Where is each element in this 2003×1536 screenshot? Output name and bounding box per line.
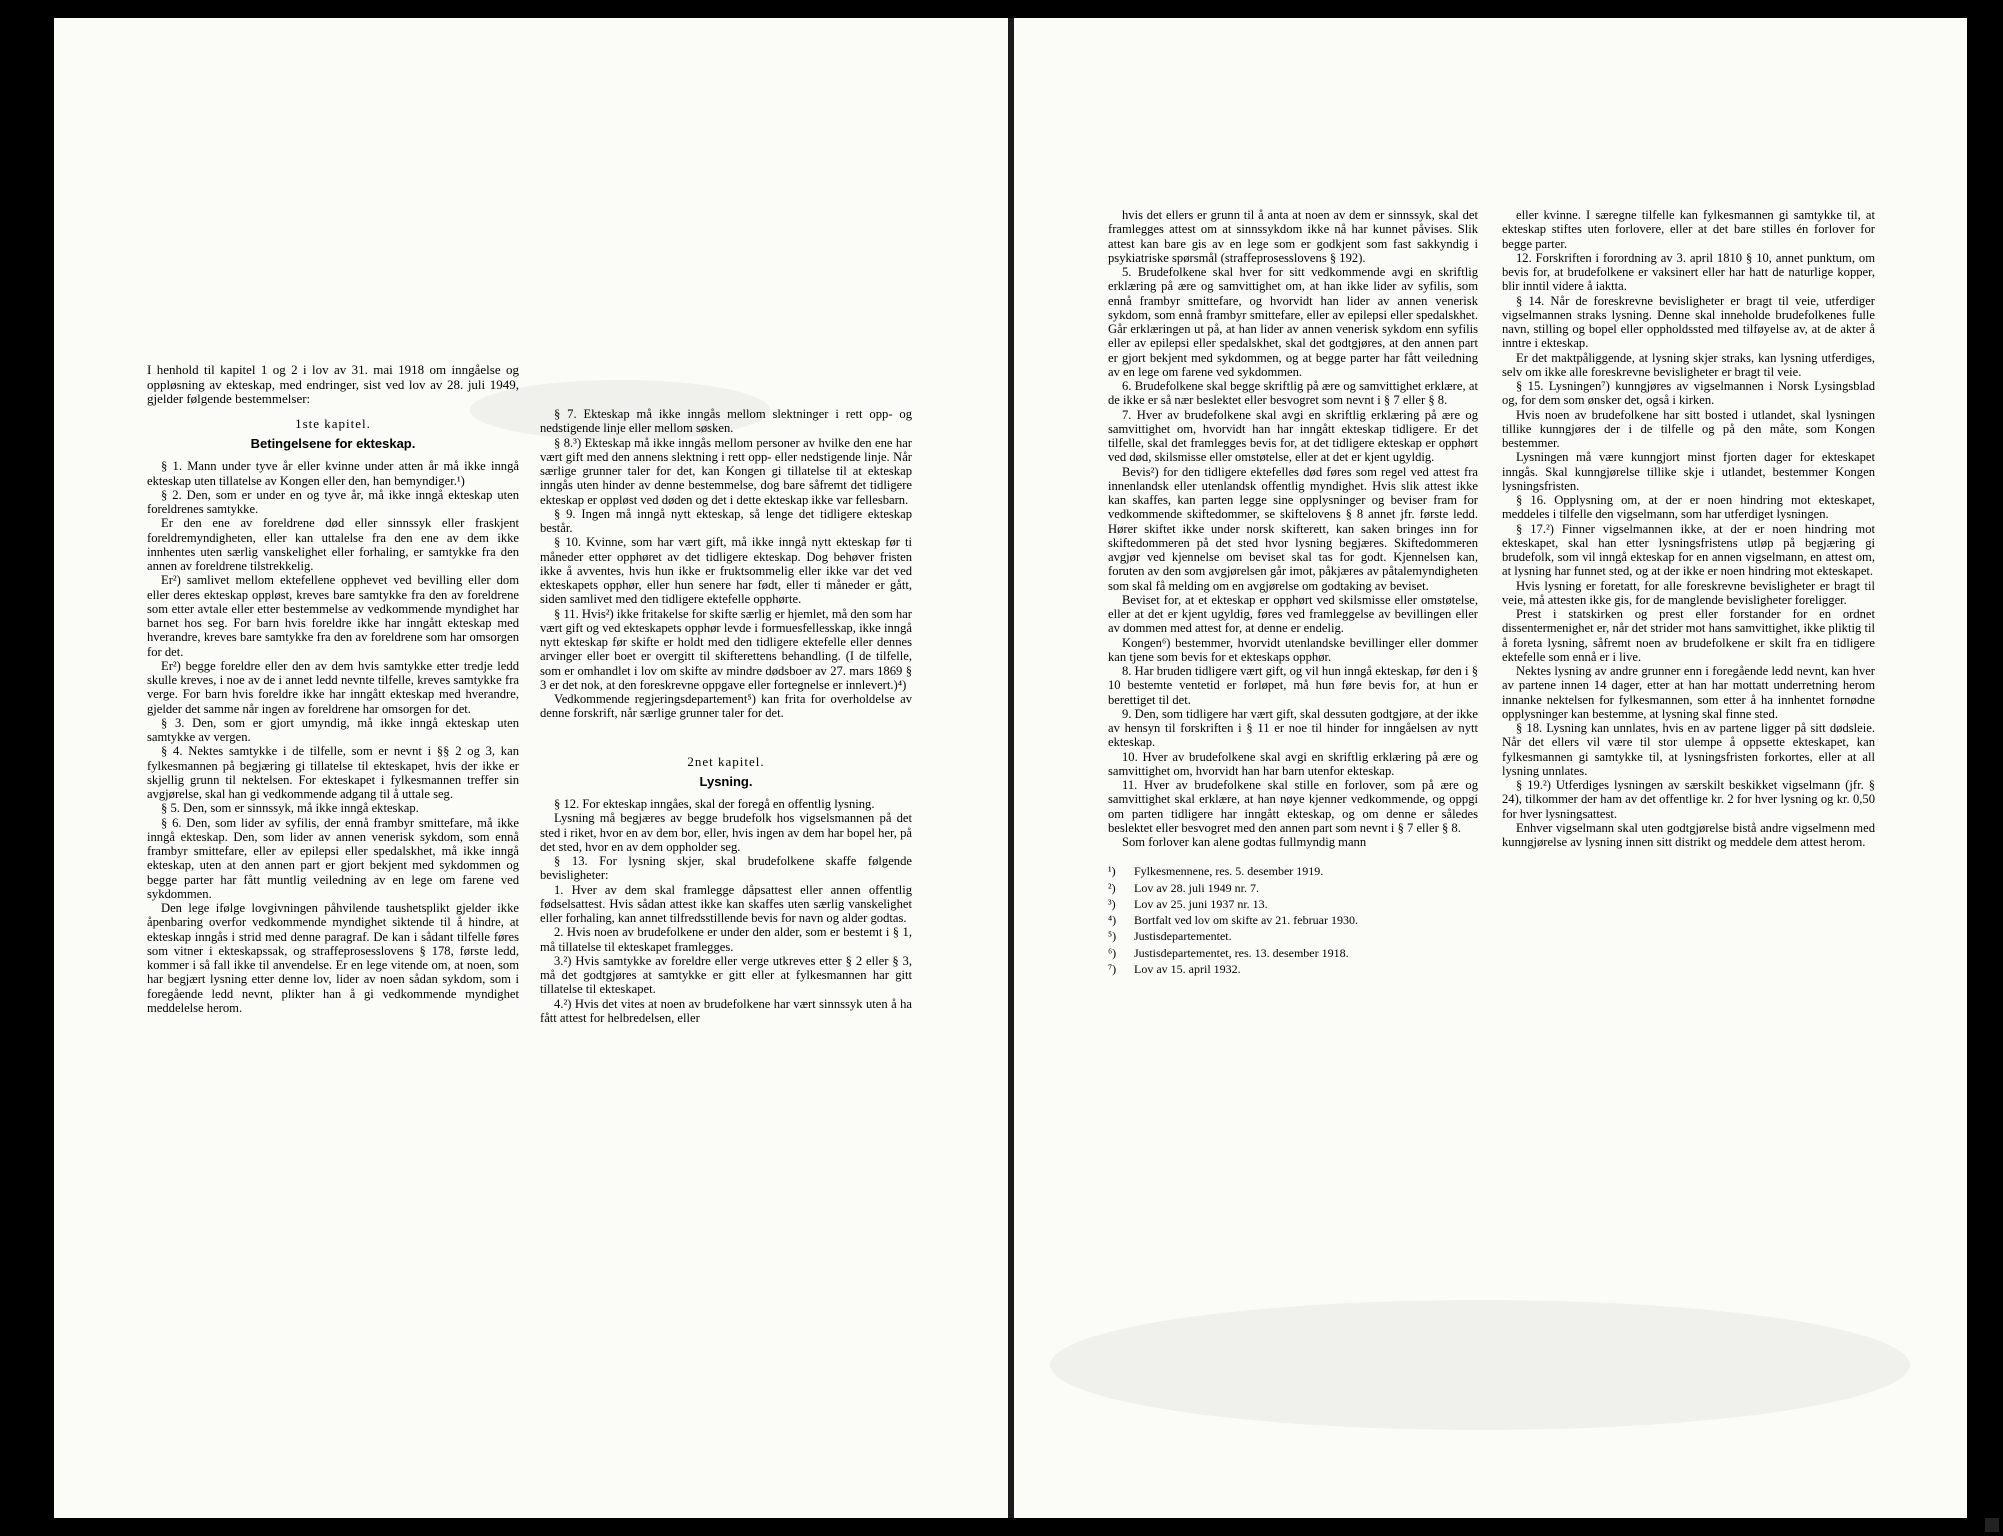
book-spine xyxy=(1008,18,1014,1518)
paragraph: 4.²) Hvis det vites at noen av brudefolkene har vært sinnssyk uten å ha fått attest for helbredelsen, eller xyxy=(540,996,912,1025)
paragraph: Er²) begge foreldre eller den av dem hvis samtykke etter tredje ledd skulle kreves, i noe av de i annet ledd nevnte tilfelle, kreves samtykke fra verge. For barn hvis foreldre ikke har inngått ekteskap med hverandre, gjelder det samme når ingen av foreldrene har omsorgen for det. xyxy=(147,658,519,716)
chapter-1-heading: 1ste kapitel. xyxy=(295,415,371,431)
footnote-number: ⁵) xyxy=(1108,929,1117,944)
footnote-number: ⁴) xyxy=(1108,913,1117,928)
paragraph: 5. Brudefolkene skal hver for sitt vedkommende avgi en skriftlig erklæring på ære og samvittighet om, at han ikke lider av syfilis, som ennå frambyr smittefare, og hvorvidt han lider av annen venerisk sykdom, som ennå frambyr smittefare, eller av epilepsi eller spedalskhet. Går erklæringen ut på, at han lider av annen venerisk sykdom enn syfilis eller av epilepsi eller spedalskhet, skal det godtgjøres, at den annen part er gjort bekjent med sykdommen, og at begge parter har fått veiledning av en lege om farene ved sykdommen. xyxy=(1108,265,1478,379)
chapter-1-continued xyxy=(540,407,912,721)
paragraph: Nektes lysning av andre grunner enn i foregående ledd nevnt, kan hver av partene innen 14 dager, etter at han har mottatt underretning herom innanke nektelsen for fylkesmannen, som etter å ha innhentet fornødne opplysninger kan bestemme, at lysning skal finne sted. xyxy=(1502,664,1875,721)
paragraph: Er den ene av foreldrene død eller sinnssyk eller fraskjent foreldremyndigheten, eller kan uttalelse fra den ene av dem ikke innhentes uten særlig vanskelighet eller forhaling, er samtykke fra den annen av foreldrene tilstrekkelig. xyxy=(147,516,519,574)
paragraph: § 6. Den, som lider av syfilis, der ennå frambyr smittefare, må ikke inngå ekteskap. Den, som lider av annen venerisk sykdom, som ennå frambyr smittefare, eller av epilepsi eller spedalskhet, må ikke inngå ekteskap, uten at den annen part er gjort bekjent med sykdommen og begge parter har fått muntlig veiledning av en lege om farene ved sykdommen. xyxy=(147,815,519,901)
intro-text: I henhold til kapitel 1 og 2 i lov av 31. mai 1918 om inngåelse og oppløsning av ekteskap, med endringer, sist ved lov av 28. juli 1949, gjelder følgende bestemmelser: xyxy=(147,362,519,407)
footnote xyxy=(1108,912,1478,928)
right-column-2-body xyxy=(1502,208,1875,849)
paragraph: § 12. For ekteskap inngåes, skal der foregå en offentlig lysning. xyxy=(554,797,875,811)
footnote-text: Lov av 28. juli 1949 nr. 7. xyxy=(1134,880,1259,895)
paragraph: § 8.³) Ekteskap må ikke inngås mellom personer av hvilke den ene har vært gift med den annens slektning i rett opp- eller nedstigende linje. Når særlige grunner taler for det, kan Kongen gi tillatelse til at ekteskap inngås uten hinder av denne bestemmelse, dog bare såfremt det tidligere ekteskap er oppløst ved døden og det i dette ekteskap ikke var fellesbarn. xyxy=(540,435,912,507)
paragraph: § 15. Lysningen⁷) kunngjøres av vigselmannen i Norsk Lysingsblad og, for dem som ønsker det, også i kirken. xyxy=(1502,379,1875,408)
footnote-text: Lov av 25. juni 1937 nr. 13. xyxy=(1134,896,1268,911)
paragraph: § 1. Mann under tyve år eller kvinne under atten år må ikke inngå ekteskap uten tillatelse av Kongen eller den, han bemyndiger.¹) xyxy=(147,459,519,488)
paragraph: § 9. Ingen må inngå nytt ekteskap, så lenge det tidligere ekteskap består. xyxy=(540,506,912,535)
paragraph: hvis det ellers er grunn til å anta at noen av dem er sinnssyk, skal det framlegges attest om at sinnssykdom ikke nå har kunnet påvises. Slik attest kan bare gis av en lege som er godkjent som fast sakkyndig i psykiatriske spørsmål (straffeprosesslovens § 192). xyxy=(1108,208,1478,265)
paragraph: Kongen⁶) bestemmer, hvorvidt utenlandske bevillinger eller dommer kan tjene som bevis for et ekteskaps opphør. xyxy=(1108,635,1478,664)
footnote-number: ²) xyxy=(1108,880,1116,895)
footnote-number: ¹) xyxy=(1108,864,1116,879)
paragraph: Bevis²) for den tidligere ektefelles død føres som regel ved attest fra innenlandsk eller utenlandsk offentlig myndighet. Hvis slik attest ikke kan skaffes, kan parten legge sine opplysninger og beviser fram for vedkommende skiftedommer, se skiftelovens § 8 annet jfr. første ledd. Hører skiftet ikke under norsk skifterett, kan saken bringes inn for skiftedommeren på det sted hvor lysning begjæres. Skiftedommeren avgjør ved kjennelse om beviset skal tas for godt. Kjennelsen kan, foruten av den som avgjørelsen går imot, påkjæres av påtalemyndigheten som skal få melding om en avgjørelse om godtaking av beviset. xyxy=(1108,464,1478,593)
right-column-2 xyxy=(1502,208,1875,849)
paragraph: Lysning må begjæres av begge brudefolk hos vigselsmannen på det sted i riket, hvor en av dem bor, eller, hvis ingen av dem har bopel her, på det sted, hvor en av dem oppholder seg. xyxy=(540,811,912,854)
footnote-number: ⁶) xyxy=(1108,945,1117,960)
footnote xyxy=(1108,961,1478,977)
paragraph: 10. Hver av brudefolkene skal avgi en skriftlig erklæring på ære og samvittighet om, hvorvidt han har barn utenfor ekteskap. xyxy=(1108,749,1478,778)
paragraph: Er²) samlivet mellom ektefellene opphevet ved bevilling eller dom eller deres ekteskap oppløst, kreves bare samtykke fra den av foreldrene som etter avtale eller etter bestemmelse av vedkommende myndighet har barnet hos seg. For barn hvis foreldre ikke har inngått ekteskap med hverandre, kreves bare samtykke fra den av foreldrene som har omsorgen for det. xyxy=(147,573,519,659)
paragraph: 2. Hvis noen av brudefolkene er under den alder, som er bestemt i § 1, må tillatelse til ekteskapet framlegges. xyxy=(540,925,912,954)
page-corner-mark xyxy=(1985,1518,1999,1532)
footnote-text: Lov av 15. april 1932. xyxy=(1134,962,1241,977)
paragraph: eller kvinne. I særegne tilfelle kan fylkesmannen gi samtykke til, at ekteskap stiftes uten forlovere, eller at det bare stilles én forlover for begge parter. xyxy=(1502,208,1875,251)
right-column-1 xyxy=(1108,208,1478,977)
footnote-text: Fylkesmennene, res. 5. desember 1919. xyxy=(1134,864,1324,879)
paragraph: § 5. Den, som er sinnssyk, må ikke inngå ekteskap. xyxy=(161,801,419,816)
chapter-2-body xyxy=(540,797,912,1025)
bleed-through-smudge xyxy=(1050,1300,1910,1430)
chapter-2-heading: 2net kapitel. xyxy=(687,753,765,769)
footnotes xyxy=(1108,863,1478,977)
paragraph: Prest i statskirken og prest eller forstander for en ordnet dissentermenighet er, når det strider mot hans samvittighet, ikke pliktig til å foreta lysning, såfremt noen av brudefolkene er skilt fra en tidligere ektefelle som ennå er i live. xyxy=(1502,607,1875,664)
paragraph: 7. Hver av brudefolkene skal avgi en skriftlig erklæring på ære og samvittighet om, hvorvidt han har inngått ekteskap tidligere. Er det tilfelle, skal det framlegges bevis for, at det tidligere ekteskap er opphørt ved død, skilsmisse eller omstøtelse, eller at det er kjent ugyldig. xyxy=(1108,407,1478,465)
footnote-text: Justisdepartementet, res. 13. desember 1918. xyxy=(1134,945,1349,960)
paragraph: Vedkommende regjeringsdepartement⁵) kan frita for overholdelse av denne forskrift, når særlige grunner taler for det. xyxy=(540,692,912,721)
right-column-1-body xyxy=(1108,208,1478,849)
paragraph: § 14. Når de foreskrevne bevisligheter er bragt til veie, utferdiger vigselmannen straks lysning. Denne skal inneholde brudefolkenes fulle navn, stilling og bopel eller oppholdssted med tilføyelse av, at de akter å inntre i ekteskap. xyxy=(1502,293,1875,351)
paragraph: Hvis noen av brudefolkene har sitt bosted i utlandet, skal lysningen tillike kunngjøres der i de tilfelle og på den måte, som Kongen bestemmer. xyxy=(1502,407,1875,450)
paragraph: Enhver vigselmann skal uten godtgjørelse bistå andre vigselmenn med kunngjørelse av lysning innen sitt distrikt og meddele dem attest herom. xyxy=(1502,820,1875,849)
chapter-1-body xyxy=(147,459,519,1015)
paragraph: § 10. Kvinne, som har vært gift, må ikke inngå nytt ekteskap før ti måneder etter opphøret av det tidligere ekteskap. Dog behøver fristen ikke å avventes, hvis hun ikke er fruktsommelig eller ikke var det ved ekteskapets opphør, eller hun senere har født, eller ti måneder er gått, siden samlivet med den tidligere ektefelle opphørte. xyxy=(540,535,912,607)
paragraph: § 16. Opplysning om, at der er noen hindring mot ekteskapet, meddeles i tilfelle den vigselmann, som har utferdiget lysningen. xyxy=(1502,493,1875,522)
paragraph: 3.²) Hvis samtykke av foreldre eller verge utkreves etter § 2 eller § 3, må det godtgjøres at samtykke er gitt eller at fylkesmannen har gitt tillatelse til ekteskapet. xyxy=(540,953,912,997)
paragraph: § 18. Lysning kan unnlates, hvis en av partene ligger på sitt dødsleie. Når det ellers vil være til stor ulempe å oppsette ekteskapet, kan fylkesmannen gi samtykke til, at lysningsfristen forkortes, eller at all lysning unnlates. xyxy=(1502,721,1875,778)
footnote-text: Justisdepartementet. xyxy=(1134,929,1232,944)
paragraph: Den lege ifølge lovgivningen påhvilende taushetsplikt gjelder ikke åpenbaring overfor vedkommende myndighet siktende til å hindre, at ekteskap inngås i strid med denne paragraf. De kan i sådant tilfelle føres som vitner i ekteskapssak, og straffeprosesslovens § 178, første ledd, kommer i så fall ikke til anvendelse. Er en lege vitende om, at noen, som har begjært lysning etter denne lov, lider av noen sådan sykdom, som i foregående ledd nevnt, plikter han å gi vedkommende myndighet meddelelse herom. xyxy=(147,901,519,1015)
footnote-number: ³) xyxy=(1108,896,1116,911)
chapter-1-title: Betingelsene for ekteskap. xyxy=(250,436,416,452)
paragraph: § 4. Nektes samtykke i de tilfelle, som er nevnt i §§ 2 og 3, kan fylkesmannen på begjæring gi tillatelse til ekteskapet, hvis der ikke er skjellig grunn til nektelsen. For ekteskapet i fylkesmannen treffer sin avgjørelse, skal han gi vedkommende adgang til å uttale seg. xyxy=(147,744,519,802)
paragraph: Er det maktpåliggende, at lysning skjer straks, kan lysning utferdiges, selv om ikke alle foreskrevne bevisligheter er bragt til veie. xyxy=(1502,350,1875,379)
paragraph: § 17.²) Finner vigselmannen ikke, at der er noen hindring mot ekteskapet, skal han etter lysningsfristens utløp på begjæring gi brudefolk, som vil inngå ekteskap for en annen vigselmann, en attest om, at lysning har funnet sted, og at der ikke er noen hindring mot ekteskapet. xyxy=(1502,521,1875,579)
paragraph: 8. Har bruden tidligere vært gift, og vil hun inngå ekteskap, før den i § 10 bestemte ventetid er forløpet, må hun føre bevis for, at hun er berettiget til det. xyxy=(1108,664,1478,707)
paragraph: Lysningen må være kunngjort minst fjorten dager for ekteskapet inngås. Skal kunngjørelse tillike skje i utlandet, bestemmer Kongen lysningsfristen. xyxy=(1502,450,1875,493)
paragraph: 12. Forskriften i forordning av 3. april 1810 § 10, annet punktum, om bevis for, at brudefolkene er vaksinert eller har hatt de naturlige kopper, blir inntil videre å iaktta. xyxy=(1502,250,1875,294)
left-column-1 xyxy=(147,363,519,1015)
paragraph: 9. Den, som tidligere har vært gift, skal dessuten godtgjøre, at der ikke av hensyn til forskriften i § 11 er noe til hinder for inngåelsen av nytt ekteskap. xyxy=(1108,706,1478,750)
footnote xyxy=(1108,896,1478,912)
paragraph: 6. Brudefolkene skal begge skriftlig på ære og samvittighet erklære, at de ikke er så nær beslektet eller besvogret som nevnt i § 7 eller § 8. xyxy=(1108,379,1478,408)
footnote-text: Bortfalt ved lov om skifte av 21. februar 1930. xyxy=(1134,913,1358,928)
footnote xyxy=(1108,945,1478,961)
chapter-2-title: Lysning. xyxy=(699,773,753,789)
footnote xyxy=(1108,928,1478,944)
paragraph: § 2. Den, som er under en og tyve år, må ikke inngå ekteskap uten foreldrenes samtykke. xyxy=(147,487,519,517)
paragraph: Hvis lysning er foretatt, for alle foreskrevne bevisligheter er bragt til veie, må attesten ikke gis, for de manglende bevisligheter foreligger. xyxy=(1502,578,1875,607)
paragraph: § 11. Hvis²) ikke fritakelse for skifte særlig er hjemlet, må den som har vært gift og ved ekteskapets opphør levde i formuesfellesskap, ikke inngå nytt ekteskap før skifte er holdt med den tidligere ektefelle eller dennes arvinger eller boet er overgitt til skifterettens behandling. (I de tilfelle, som er omhandlet i lov om skifte av mindre dødsboer av 27. mars 1869 § 3 er det nok, at den foreskrevne oppgave eller fortegnelse er innlevert.)⁴) xyxy=(540,606,912,692)
paragraph: Som forlover kan alene godtas fullmyndig mann xyxy=(1122,835,1367,849)
paragraph: § 7. Ekteskap må ikke inngås mellom slektninger i rett opp- og nedstigende linje eller mellom søsken. xyxy=(540,407,912,436)
paragraph: Beviset for, at et ekteskap er opphørt ved skilsmisse eller omstøtelse, eller at det er kjent ugyldig, føres ved framleggelse av bevillingen eller av dommen med attest for, at denne er endelig. xyxy=(1108,592,1478,636)
footnote xyxy=(1108,880,1478,896)
paragraph: § 3. Den, som er gjort umyndig, må ikke inngå ekteskap uten samtykke av vergen. xyxy=(147,715,519,745)
footnote xyxy=(1108,863,1478,879)
paragraph: 1. Hver av dem skal framlegge dåpsattest eller annen offentlig fødselsattest. Hvis sådan attest ikke kan skaffes uten særlig vanskelighet eller forhaling, kan annet tilfredsstillende bevis for navn og alder godtas. xyxy=(540,882,912,925)
paragraph: 11. Hver av brudefolkene skal stille en forlover, som på ære og samvittighet skal erklære, at han nøye kjenner vedkommende, og oppgi om parten tidligere har inngått ekteskap, og om denne er således beslektet eller besvogret med den annen part som nevnt i § 7 eller § 8. xyxy=(1108,778,1478,835)
footnote-number: ⁷) xyxy=(1108,962,1117,977)
paragraph: § 13. For lysning skjer, skal brudefolkene skaffe følgende bevisligheter: xyxy=(540,854,912,883)
left-column-2 xyxy=(540,407,912,1025)
paragraph: § 19.²) Utferdiges lysningen av særskilt beskikket vigselmann (jfr. § 24), tilkommer der ham av det offentlige kr. 2 for hver lysning og kr. 0,50 for hver lysningsattest. xyxy=(1502,778,1875,821)
